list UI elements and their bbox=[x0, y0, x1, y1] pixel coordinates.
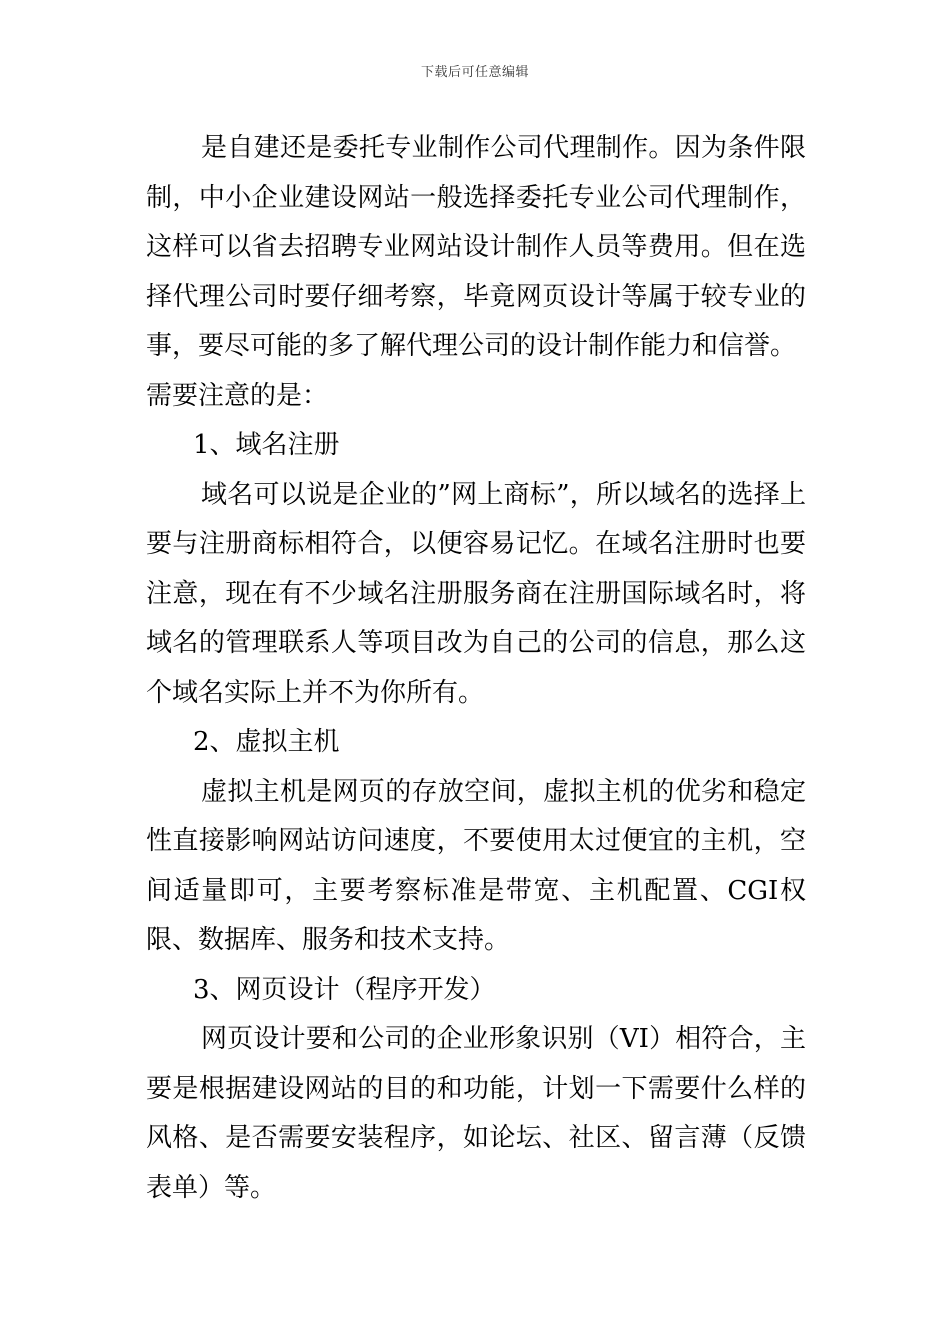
heading-web-design: 3、网页设计（程序开发） bbox=[193, 974, 496, 1005]
page-header-note: 下载后可任意编辑 bbox=[420, 65, 529, 80]
paragraph-notes-intro: 需要注意的是： bbox=[146, 380, 329, 411]
paragraph-web-design: 网页设计要和公司的企业形象识别（VI）相符合，主要是根据建设网站的目的和功能，计划一下需要什么样的风格、是否需要安装程序，如论坛、社区、留言薄（反馈表单）等。 bbox=[146, 1024, 806, 1203]
paragraph-domain-registration: 域名可以说是企业的”网上商标”，所以域名的选择上要与注册商标相符合，以便容易记忆。在域名注册时也要注意，现在有不少域名注册服务商在注册国际域名时，将域名的管理联系人等项目改为自己的公司的信息，那么这个域名实际上并不为你所有。 bbox=[146, 479, 806, 708]
paragraph-virtual-host: 虚拟主机是网页的存放空间，虚拟主机的优劣和稳定性直接影响网站访问速度，不要使用太过便宜的主机，空间适量即可，主要考察标准是带宽、主机配置、CGI权限、数据库、服务和技术支持。 bbox=[146, 776, 806, 955]
paragraph-agency-choice: 是自建还是委托专业制作公司代理制作。因为条件限制，中小企业建设网站一般选择委托专业公司代理制作，这样可以省去招聘专业网站设计制作人员等费用。但在选择代理公司时要仔细考察，毕竟网页设计等属于较专业的事，要尽可能的多了解代理公司的设计制作能力和信誉。 bbox=[146, 133, 806, 361]
heading-domain-registration: 1、域名注册 bbox=[193, 430, 340, 460]
heading-virtual-host: 2、虚拟主机 bbox=[193, 727, 340, 757]
document-body bbox=[146, 124, 806, 1213]
